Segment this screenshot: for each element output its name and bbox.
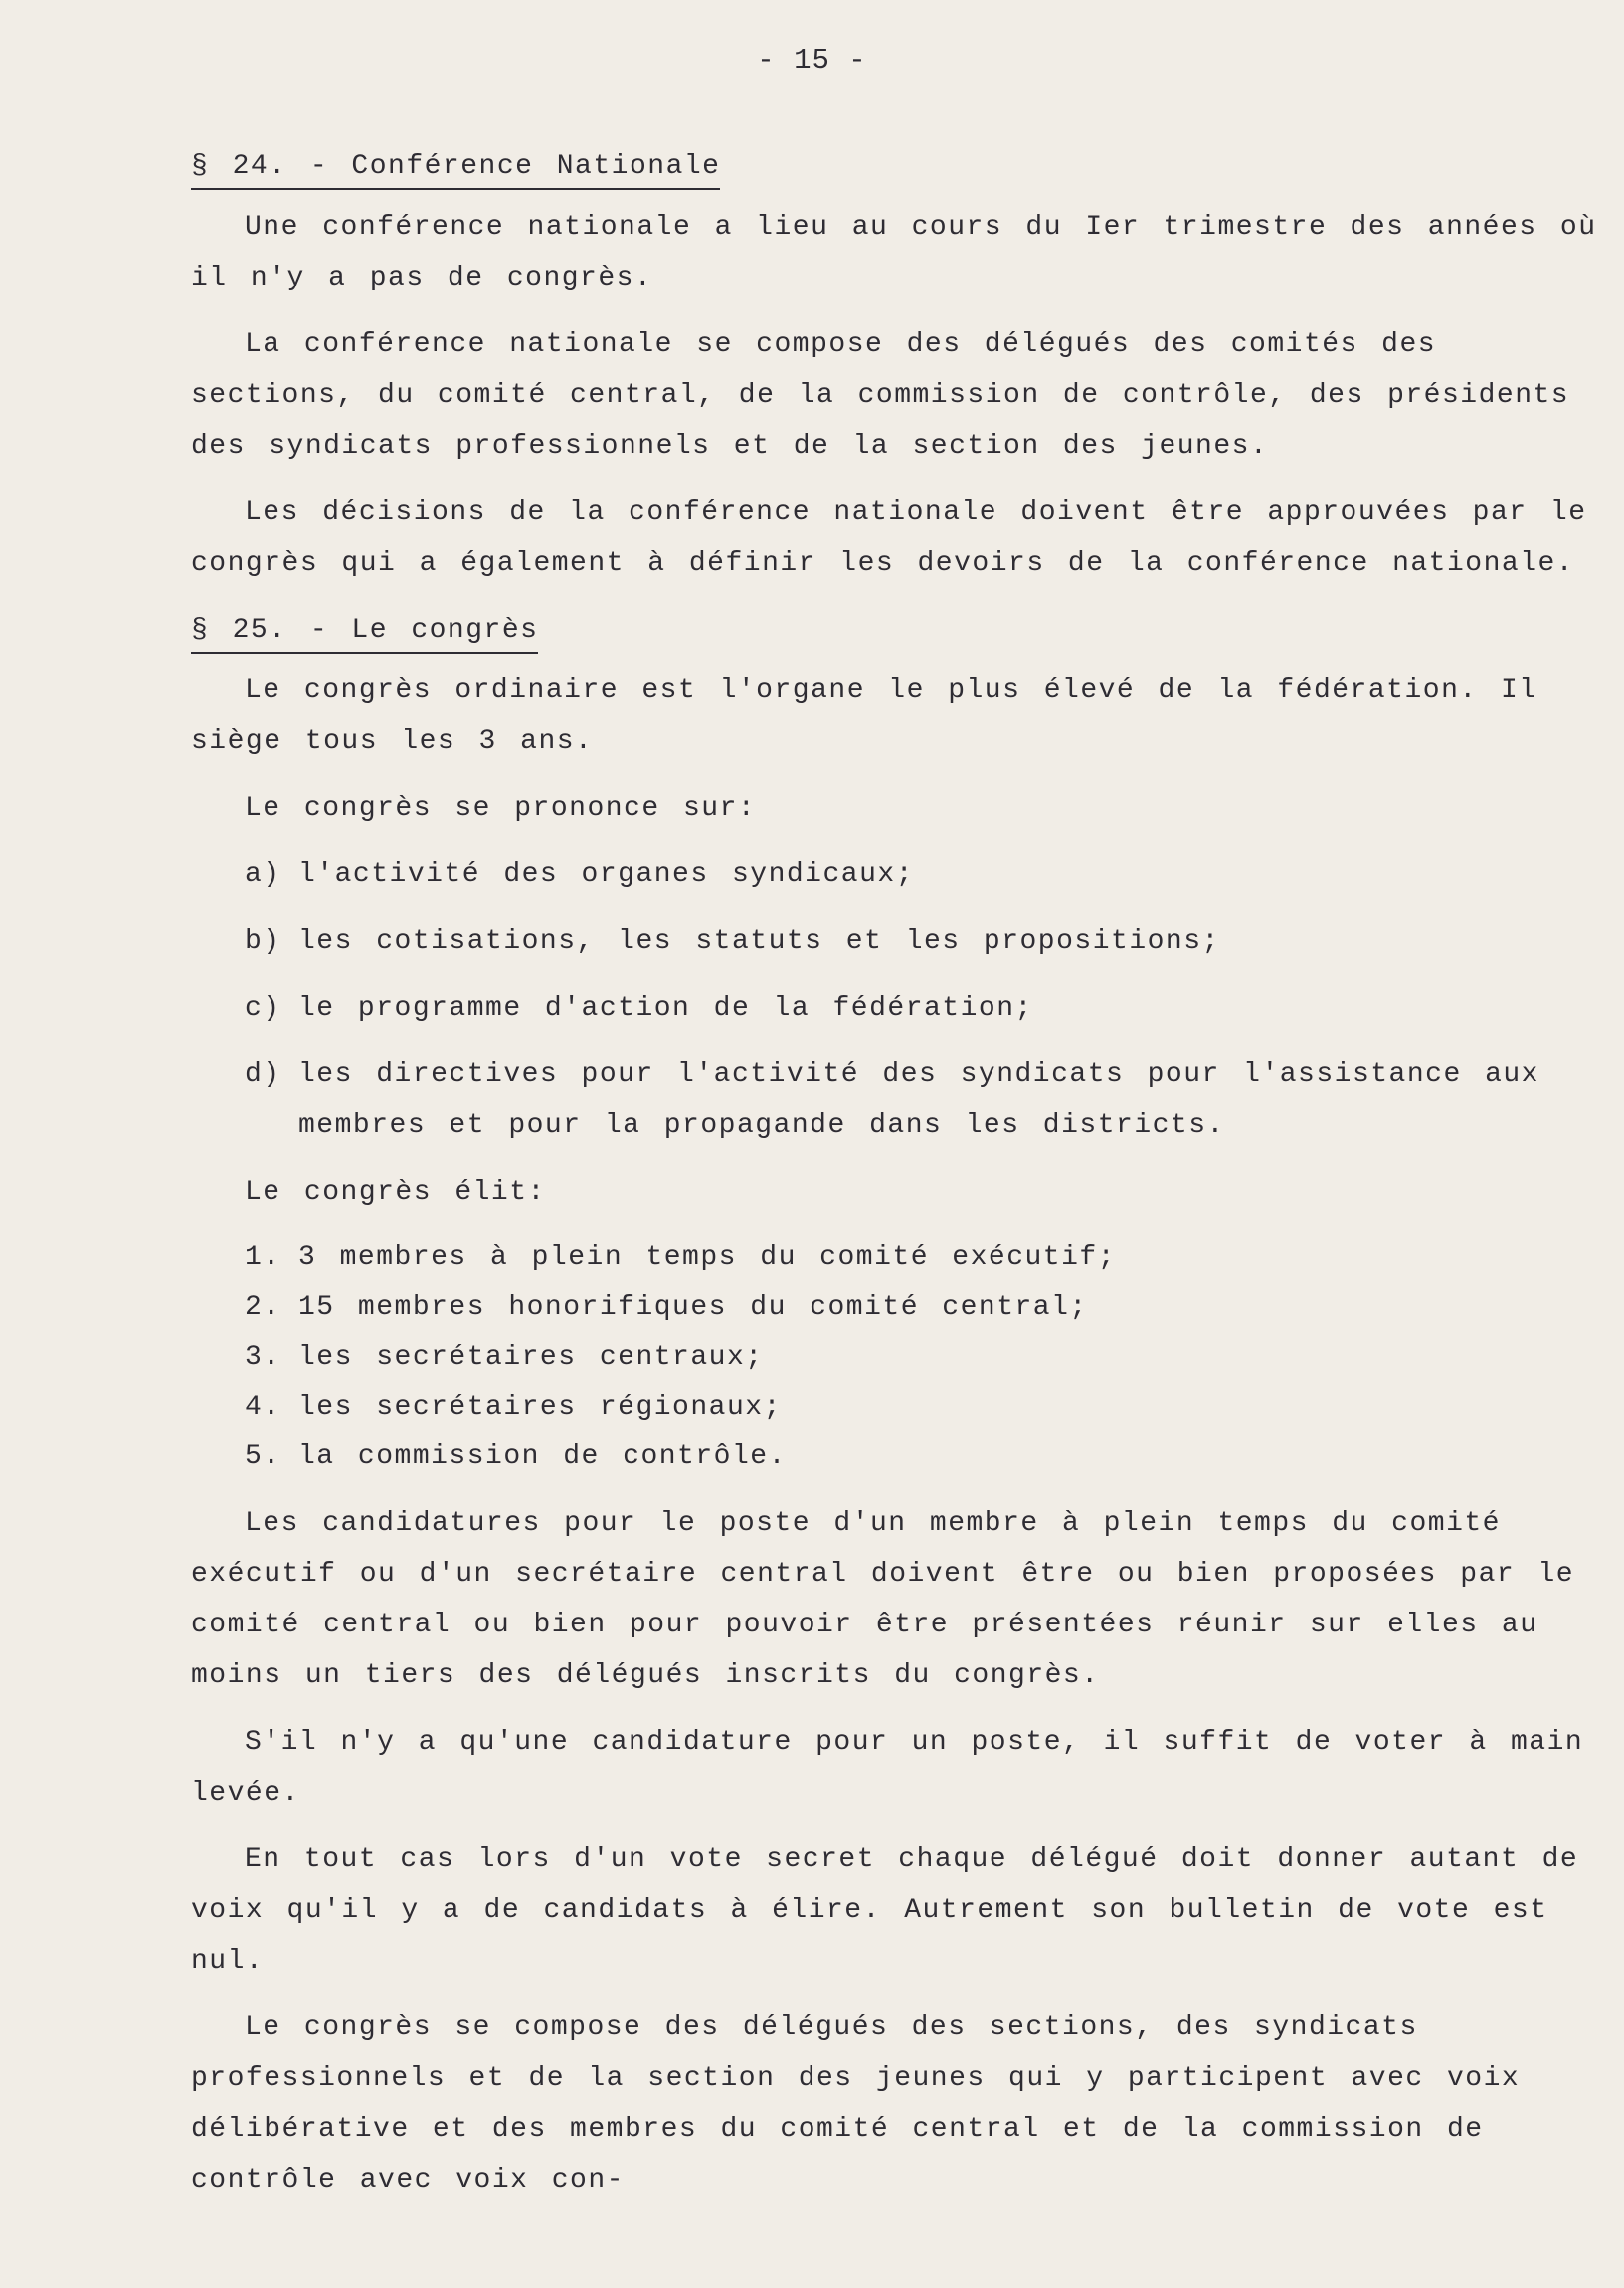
numbered-item xyxy=(245,1383,1613,1432)
numbered-item-label: 2. xyxy=(245,1292,281,1323)
paragraph: S'il n'y a qu'une candidature pour un poste, il suffit de voter à main levée. xyxy=(191,1727,1584,1809)
paragraph: La conférence nationale se compose des délégués des comités des sections, du comité central, de la commission de contrôle, des présidents des syndicats professionnels et de la section des jeunes. xyxy=(191,329,1570,462)
list-item xyxy=(245,1049,1613,1151)
paragraph: Le congrès ordinaire est l'organe le plus élevé de la fédération. Il siège tous les 3 ans. xyxy=(191,675,1537,757)
page-number: - 15 - xyxy=(757,44,867,77)
section-24 xyxy=(191,141,1613,192)
paragraph: Le congrès se compose des délégués des sections, des syndicats professionnels et de la section des jeunes qui y participent avec voix délibérative et des membres du comité central et de la commission de contrôle avec voix con- xyxy=(191,2012,1521,2195)
numbered-item-label: 1. xyxy=(245,1242,281,1273)
paragraph: Les candidatures pour le poste d'un membre à plein temps du comité exécutif ou d'un secrétaire central doivent être ou bien proposées par le comité central ou bien pour pouvoir être présentées réunir sur elles au moins un tiers des délégués inscrits du congrès. xyxy=(191,1508,1575,1691)
elects-intro: Le congrès élit: xyxy=(245,1177,546,1208)
paragraph: En tout cas lors d'un vote secret chaque délégué doit donner autant de voix qu'il y a de candidats à élire. Autrement son bulletin de vote est nul. xyxy=(191,1844,1579,1977)
paragraph: Une conférence nationale a lieu au cours du Ier trimestre des années où il n'y a pas de congrès. xyxy=(191,212,1597,293)
numbered-item xyxy=(245,1333,1613,1383)
list-item xyxy=(245,850,1613,900)
list-item-label: b) xyxy=(245,926,281,957)
numbered-item-text: la commission de contrôle. xyxy=(298,1441,787,1472)
numbered-item xyxy=(245,1234,1613,1283)
section-25 xyxy=(191,605,1613,656)
section-25-heading: § 25. - Le congrès xyxy=(191,612,538,654)
list-item-text: les cotisations, les statuts et les propositions; xyxy=(298,926,1220,957)
list-item-label: a) xyxy=(245,859,281,890)
document-body xyxy=(191,141,1613,2221)
list-intro: Le congrès se prononce sur: xyxy=(245,793,757,824)
list-item-text: les directives pour l'activité des syndicats pour l'assistance aux membres et pour la propagande dans les districts. xyxy=(298,1059,1539,1141)
numbered-item-label: 3. xyxy=(245,1342,281,1373)
numbered-item xyxy=(245,1283,1613,1333)
section-24-heading: § 24. - Conférence Nationale xyxy=(191,148,720,190)
numbered-item-text: 3 membres à plein temps du comité exécutif; xyxy=(298,1242,1117,1273)
numbered-item-text: 15 membres honorifiques du comité central; xyxy=(298,1292,1088,1323)
list-item-label: d) xyxy=(245,1059,281,1090)
numbered-item xyxy=(245,1432,1613,1482)
list-item-text: l'activité des organes syndicaux; xyxy=(298,859,914,890)
list-item-text: le programme d'action de la fédération; xyxy=(298,993,1033,1024)
numbered-item-label: 4. xyxy=(245,1392,281,1423)
numbered-item-label: 5. xyxy=(245,1441,281,1472)
list-item xyxy=(245,916,1613,967)
numbered-item-text: les secrétaires régionaux; xyxy=(298,1392,782,1423)
list-item xyxy=(245,983,1613,1034)
numbered-item-text: les secrétaires centraux; xyxy=(298,1342,764,1373)
list-item-label: c) xyxy=(245,993,281,1024)
paragraph: Les décisions de la conférence nationale doivent être approuvées par le congrès qui a également à définir les devoirs de la conférence nationale. xyxy=(191,497,1587,579)
